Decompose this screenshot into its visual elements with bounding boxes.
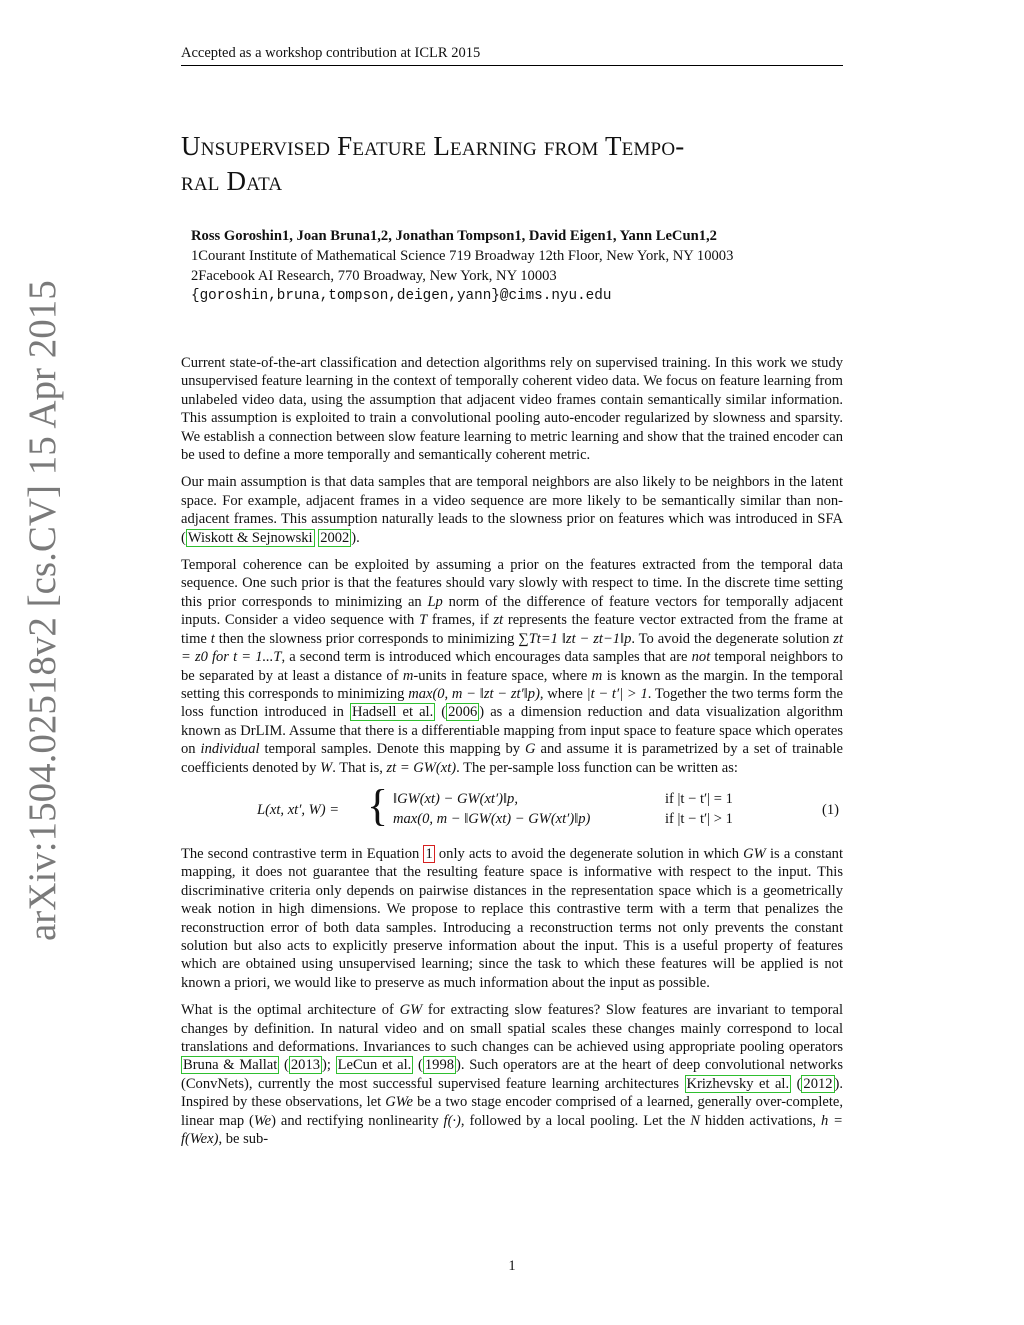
title-line-2: ral Data xyxy=(181,166,283,196)
paragraph-assumption: Our main assumption is that data samples that are temporal neighbors are also likely to be neighbors in the latent space. For example, adjacent frames in a video sequence are more likely to be semantically similar than non-adjacent frames. This assumption naturally leads to the slowness prior on features which was introduced in SFA ( Wiskott & Sejnowski 2002 ). xyxy=(181,474,843,546)
equation-condition-2: if |t − t′| > 1 xyxy=(665,810,733,827)
equation-case-2: max(0, m − ‖GW(xt) − GW(xt′)‖p) xyxy=(393,810,591,827)
arxiv-identifier[interactable]: arXiv:1504.02518v2 [cs.CV] 15 Apr 2015 xyxy=(21,280,64,941)
header-rule xyxy=(181,65,843,66)
equation-number: (1) xyxy=(822,801,839,818)
citation-wiskott-year[interactable]: 2002 xyxy=(320,529,350,546)
affiliation-courant: 1Courant Institute of Mathematical Science 719 Broadway 12th Floor, New York, NY 10003 xyxy=(191,248,734,264)
paragraph-contrastive: The second contrastive term in Equation 1 only acts to avoid the degenerate solution in which GW is a constant mapping, it does not guarantee that the resulting feature space is informative with respect to the input. This discriminative criteria only depends on pairwise distances in the representation space which is a geometrically weak notion in high dimensions. We propose to replace this contrastive term with a term that penalizes the reconstruction error of both data samples. Introducing a reconstruction terms not only prevents the constant solution but also acts to explicitly preserve information about the input. This is a useful property of features which are obtained using unsupervised learning; since the task to which these features will be applied is not known a priori, we would like to preserve as much information about the input as possible. xyxy=(181,845,843,991)
citation-bruna[interactable]: Bruna & Mallat xyxy=(183,1057,278,1074)
equation-reference-link[interactable]: 1 xyxy=(425,845,433,862)
paper-title xyxy=(181,129,843,199)
equation-1 xyxy=(181,780,843,836)
affiliation-facebook: 2Facebook AI Research, 770 Broadway, New York, NY 10003 xyxy=(191,268,557,284)
citation-lecun-year[interactable]: 1998 xyxy=(424,1057,454,1074)
title-line-1: Unsupervised Feature Learning from Tempo- xyxy=(181,131,685,161)
citation-lecun[interactable]: LeCun et al. xyxy=(337,1057,412,1074)
paragraph-temporal-coherence: Temporal coherence can be exploited by assuming a prior on the features extracted from the temporal data sequence. One such prior is that the features should vary slowly with respect to time. In the discrete time setting this prior corresponds to minimizing an Lp norm of the difference of feature vectors for temporally adjacent inputs. Consider a video sequence with T frames, if zt represents the feature vector extracted from the frame at time t then the slowness prior corresponds to minimizing ∑Tt=1 ‖zt − zt−1‖p. To avoid the degenerate solution zt = z0 for t = 1...T, a second term is introduced which encourages data samples that are not temporal neighbors to be separated by at least a distance of m-units in feature space, where m is known as the margin. In the temporal setting this corresponds to minimizing max(0, m − ‖zt − zt′‖p), where |t − t′| > 1. Together the two terms form the loss function introduced in Hadsell et al. ( 2006 ) as a dimension reduction and data visualization algorithm known as DrLIM. Assume that there is a differentiable mapping from input space to feature space which operates on individual temporal samples. Denote this mapping by G and assume it is parametrized by a set of trainable coefficients denoted by W. That is, zt = GW(xt). The per-sample loss function can be written as: xyxy=(181,557,844,776)
paragraph-architecture: What is the optimal architecture of GW for extracting slow features? Slow features are invariant to temporal changes by definition. In natural video and on small spatial scales these changes mainly correspond to local translations and deformations. Invariances to such changes can be achieved using appropriate pooling operators Bruna & Mallat ( 2013 ); LeCun et al. ( 1998 ). Such operators are at the heart of deep convolutional networks (ConvNets), currently the most successful supervised feature learning architectures Krizhevsky et al. ( 2012 ). Inspired by these observations, let GWe be a two stage encoder comprised of a learned, generally over-complete, linear map (We) and rectifying nonlinearity f(·), followed by a local pooling. Let the N hidden activations, h = f(Wex), be sub- xyxy=(181,1002,844,1148)
equation-lhs: L(xt, xt′, W) = xyxy=(257,801,340,818)
author-block xyxy=(191,226,843,306)
arxiv-sidebar xyxy=(20,0,100,1325)
citation-wiskott[interactable]: Wiskott & Sejnowski xyxy=(187,529,313,546)
citation-krizhevsky-year[interactable]: 2012 xyxy=(803,1075,833,1092)
author-names: Ross Goroshin1, Joan Bruna1,2, Jonathan Tompson1, David Eigen1, Yann LeCun1,2 xyxy=(191,228,717,244)
author-emails[interactable]: {goroshin,bruna,tompson,deigen,yann}@cims.nyu.edu xyxy=(191,288,612,304)
citation-hadsell[interactable]: Hadsell et al. xyxy=(351,704,434,721)
equation-case-1: ‖GW(xt) − GW(xt′)‖p, xyxy=(393,790,518,807)
body-text xyxy=(181,354,843,1157)
running-head: Accepted as a workshop contribution at ICLR 2015 xyxy=(181,45,481,61)
paragraph-intro: Current state-of-the-art classification and detection algorithms rely on supervised training. In this work we study unsupervised feature learning in the context of temporally coherent video data. We focus on feature learning from unlabeled video data, using the assumption that adjacent video frames contain semantically similar information. This assumption is exploited to train a convolutional pooling auto-encoder regularized by slowness and sparsity. We establish a connection between slow feature learning to metric learning and show that the trained encoder can be used to define a more temporally and semantically coherent metric. xyxy=(181,355,843,464)
citation-krizhevsky[interactable]: Krizhevsky et al. xyxy=(686,1075,790,1092)
equation-brace: { xyxy=(367,780,389,830)
citation-bruna-year[interactable]: 2013 xyxy=(290,1057,320,1074)
math-sum: ∑Tt=1 ‖zt − zt−1‖p xyxy=(518,630,632,647)
equation-condition-1: if |t − t′| = 1 xyxy=(665,790,733,807)
citation-hadsell-year[interactable]: 2006 xyxy=(448,704,478,721)
page-number: 1 xyxy=(508,1258,516,1274)
